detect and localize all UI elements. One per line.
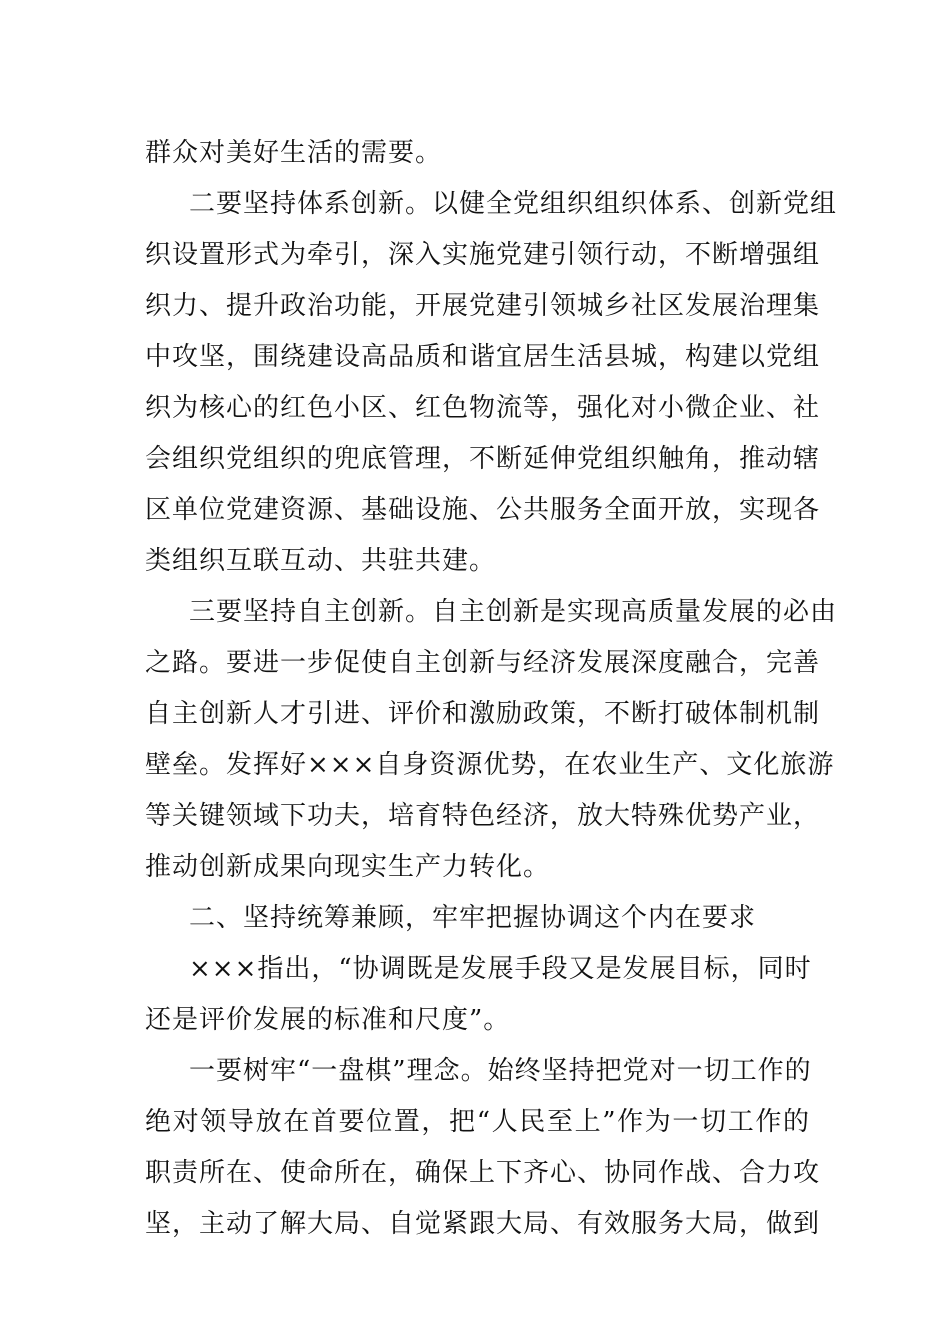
text-line: 还是评价发展的标准和尺度”。 (145, 1005, 511, 1035)
text-line: 壁垒。发挥好×××自身资源优势，在农业生产、文化旅游 (145, 750, 835, 780)
paragraph (145, 128, 810, 179)
text-line: 自主创新人才引进、评价和激励政策，不断打破体制机制 (145, 699, 821, 729)
text-line: 之路。要进一步促使自主创新与经济发展深度融合，完善 (145, 648, 821, 678)
text-line: 二、坚持统筹兼顾，牢牢把握协调这个内在要求 (189, 903, 757, 933)
text-line: 等关键领域下功夫，培育特色经济，放大特殊优势产业， (145, 801, 821, 831)
text-line: 织力、提升政治功能，开展党建引领城乡社区发展治理集 (145, 291, 821, 321)
text-line: 职责所在、使命所在，确保上下齐心、协同作战、合力攻 (145, 1158, 821, 1188)
text-line: 类组织互联互动、共驻共建。 (145, 546, 497, 576)
text-line: 中攻坚，围绕建设高品质和谐宜居生活县城，构建以党组 (145, 342, 821, 372)
text-line: 区单位党建资源、基础设施、公共服务全面开放，实现各 (145, 495, 821, 525)
text-line: 织为核心的红色小区、红色物流等，强化对小微企业、社 (145, 393, 821, 423)
paragraph (145, 179, 838, 587)
paragraph (145, 587, 838, 893)
text-line: 一要树牢“一盘棋”理念。始终坚持把党对一切工作的 (189, 1056, 812, 1086)
paragraph (145, 893, 810, 944)
document-body (145, 128, 838, 1250)
paragraph (145, 944, 810, 1046)
text-line: 绝对领导放在首要位置，把“人民至上”作为一切工作的 (145, 1107, 810, 1137)
text-line: 二要坚持体系创新。以健全党组织组织体系、创新党组 (189, 189, 838, 219)
text-line: 织设置形式为牵引，深入实施党建引领行动，不断增强组 (145, 240, 821, 270)
text-line: 坚，主动了解大局、自觉紧跟大局、有效服务大局，做到 (145, 1209, 821, 1239)
text-line: 三要坚持自主创新。自主创新是实现高质量发展的必由 (189, 597, 838, 627)
text-line: 推动创新成果向现实生产力转化。 (145, 852, 551, 882)
text-line: 会组织党组织的兜底管理，不断延伸党组织触角，推动辖 (145, 444, 821, 474)
text-line: 群众对美好生活的需要。 (145, 138, 443, 168)
paragraph (145, 1046, 821, 1250)
text-line: ×××指出，“协调既是发展手段又是发展目标，同时 (189, 954, 812, 984)
